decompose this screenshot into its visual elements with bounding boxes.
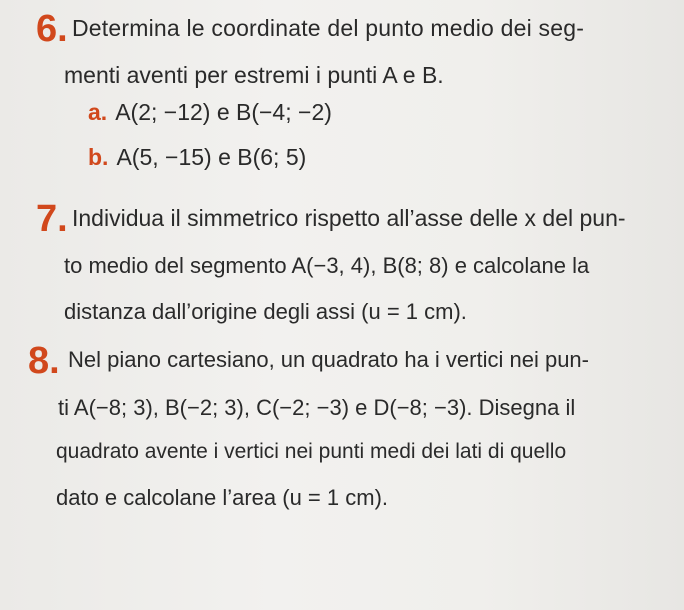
exercise-text-line: dato e calcolane l’area (u = 1 cm). (56, 485, 389, 510)
exercise-text-line: distanza dall’origine degli assi (u = 1 cm). (64, 299, 467, 324)
item-letter: b. (88, 144, 109, 170)
exercise-text-line: Nel piano cartesiano, un quadrato ha i vertici nei pun- (68, 347, 589, 372)
exercise-text-line: ti A(−8; 3), B(−2; 3), C(−2; −3) e D(−8; −3). Disegna il (58, 395, 576, 420)
exercise-text-line: menti aventi per estremi i punti A e B. (64, 62, 444, 88)
exercise-item-a (88, 98, 332, 126)
exercise-number: 7. (36, 198, 68, 240)
item-text: A(2; −12) e B(−4; −2) (115, 99, 332, 125)
exercise-number: 6. (36, 8, 68, 50)
exercise-item-b (88, 143, 306, 171)
exercise-number: 8. (28, 340, 60, 382)
exercise-text-line: to medio del segmento A(−3, 4), B(8; 8) e calcolane la (64, 253, 590, 278)
item-text: A(5, −15) e B(6; 5) (116, 144, 307, 170)
exercise-text-line: Determina le coordinate del punto medio dei seg- (72, 15, 585, 41)
exercise-text-line: quadrato avente i vertici nei punti medi dei lati di quello (56, 440, 567, 463)
exercise-text-line: Individua il simmetrico rispetto all’asse delle x del pun- (72, 205, 626, 231)
item-letter: a. (88, 99, 108, 125)
